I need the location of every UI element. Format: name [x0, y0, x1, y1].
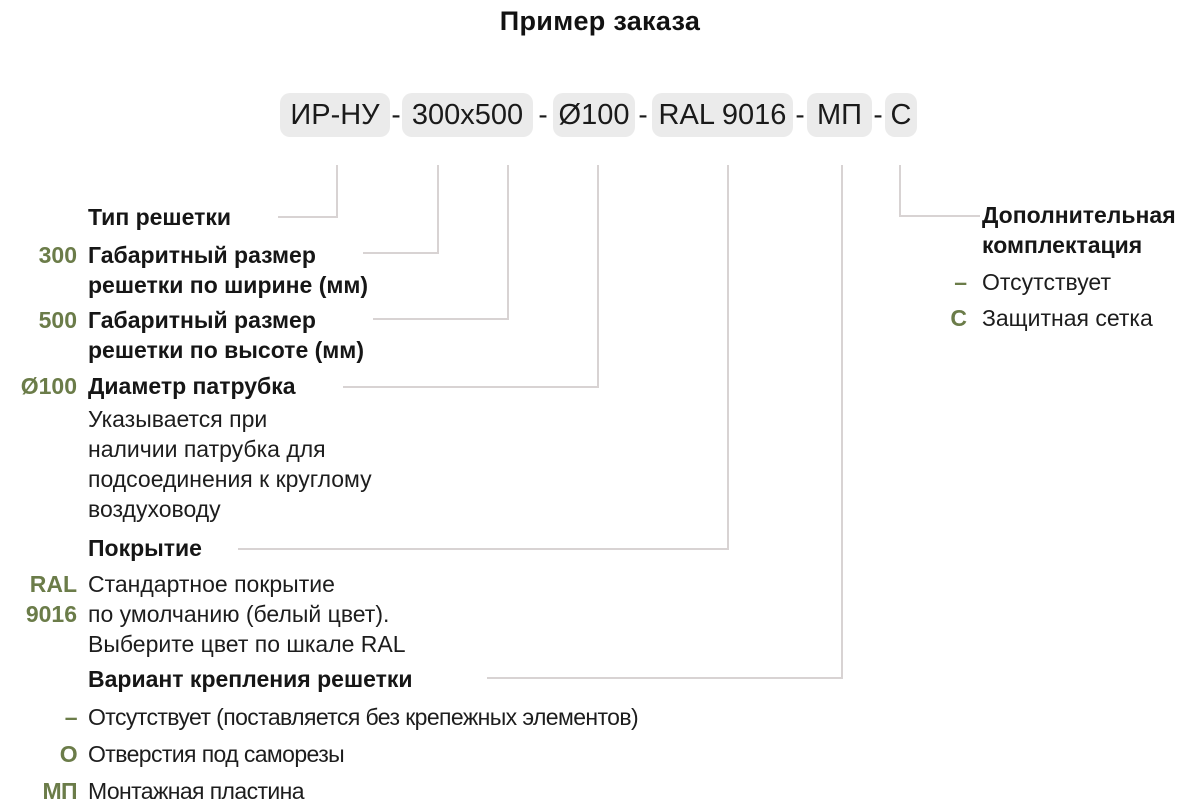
label-height-line1: Габаритный размер: [88, 307, 316, 333]
note-duct-line2: наличии патрубка для: [88, 436, 326, 462]
label-duct-diameter-text: Диаметр патрубка: [88, 373, 296, 399]
label-mounting: [88, 664, 413, 694]
code-separator: -: [638, 99, 648, 130]
code-segment-size: 300x500: [402, 93, 533, 137]
note-coating: [25, 569, 406, 659]
code-duct-diameter: Ø100: [20, 373, 77, 399]
code-mounting-plate: МП: [42, 778, 77, 804]
mounting-option-none: [64, 702, 639, 732]
connector-mounting: [487, 165, 843, 679]
note-duct-line3: подсоединения к круглому: [88, 466, 372, 492]
note-duct: [88, 404, 372, 524]
code-width: 300: [38, 242, 77, 268]
code-segment-series: ИР-НУ: [280, 93, 390, 137]
extras-title-line2: комплектация: [982, 232, 1143, 258]
code-separator: -: [391, 99, 401, 130]
label-duct-diameter: [20, 371, 296, 401]
mounting-option-none-text: Отсутствует (поставляется без крепежных элементов): [88, 704, 639, 730]
code-segment-diameter: Ø100: [553, 93, 635, 137]
label-grille-type-text: Тип решетки: [88, 204, 232, 230]
connector-extras: [899, 165, 980, 217]
extras-option-none-text: Отсутствует: [982, 269, 1111, 295]
code-segment-extra: С: [885, 93, 917, 137]
label-coating-text: Покрытие: [88, 535, 202, 561]
note-coating-line2: по умолчанию (белый цвет).: [88, 601, 390, 627]
extras-option-mesh: [950, 303, 1153, 333]
page-title: Пример заказа: [499, 6, 701, 36]
mounting-option-plate-text: Монтажная пластина: [88, 778, 304, 804]
code-ral-line2: 9016: [25, 601, 77, 627]
code-height: 500: [38, 307, 77, 333]
note-duct-line1: Указывается при: [88, 406, 268, 432]
code-ral-line1: RAL: [29, 571, 77, 597]
extras-title-line1: Дополнительная: [982, 202, 1176, 228]
code-separator: -: [795, 99, 805, 130]
note-duct-line4: воздуховоду: [88, 496, 221, 522]
label-mounting-text: Вариант крепления решетки: [88, 666, 413, 692]
code-separator: -: [538, 99, 548, 130]
label-height-line2: решетки по высоте (мм): [88, 337, 364, 363]
label-width-line1: Габаритный размер: [88, 242, 316, 268]
mounting-option-holes: [59, 739, 345, 769]
extras-option-none: [954, 267, 1111, 297]
label-height: [38, 305, 364, 365]
code-separator: -: [873, 99, 883, 130]
code-segment-ral: RAL 9016: [652, 93, 793, 137]
code-mounting-none: –: [64, 704, 77, 730]
extras-option-mesh-text: Защитная сетка: [982, 305, 1153, 331]
code-mounting-holes: О: [59, 741, 77, 767]
note-coating-line1: Стандартное покрытие: [88, 571, 335, 597]
code-extras-none: –: [954, 269, 967, 295]
code-ral: [26, 569, 77, 629]
code-segment-mount: МП: [807, 93, 872, 137]
label-grille-type: [88, 202, 231, 232]
label-coating: [88, 533, 202, 563]
label-width: [38, 240, 369, 300]
extras-title: [982, 200, 1176, 260]
note-coating-line3: Выберите цвет по шкале RAL: [88, 631, 406, 657]
label-width-line2: решетки по ширине (мм): [88, 272, 369, 298]
mounting-option-plate: [42, 776, 304, 806]
mounting-option-holes-text: Отверстия под саморезы: [88, 741, 345, 767]
code-extras-mesh: С: [950, 305, 967, 331]
